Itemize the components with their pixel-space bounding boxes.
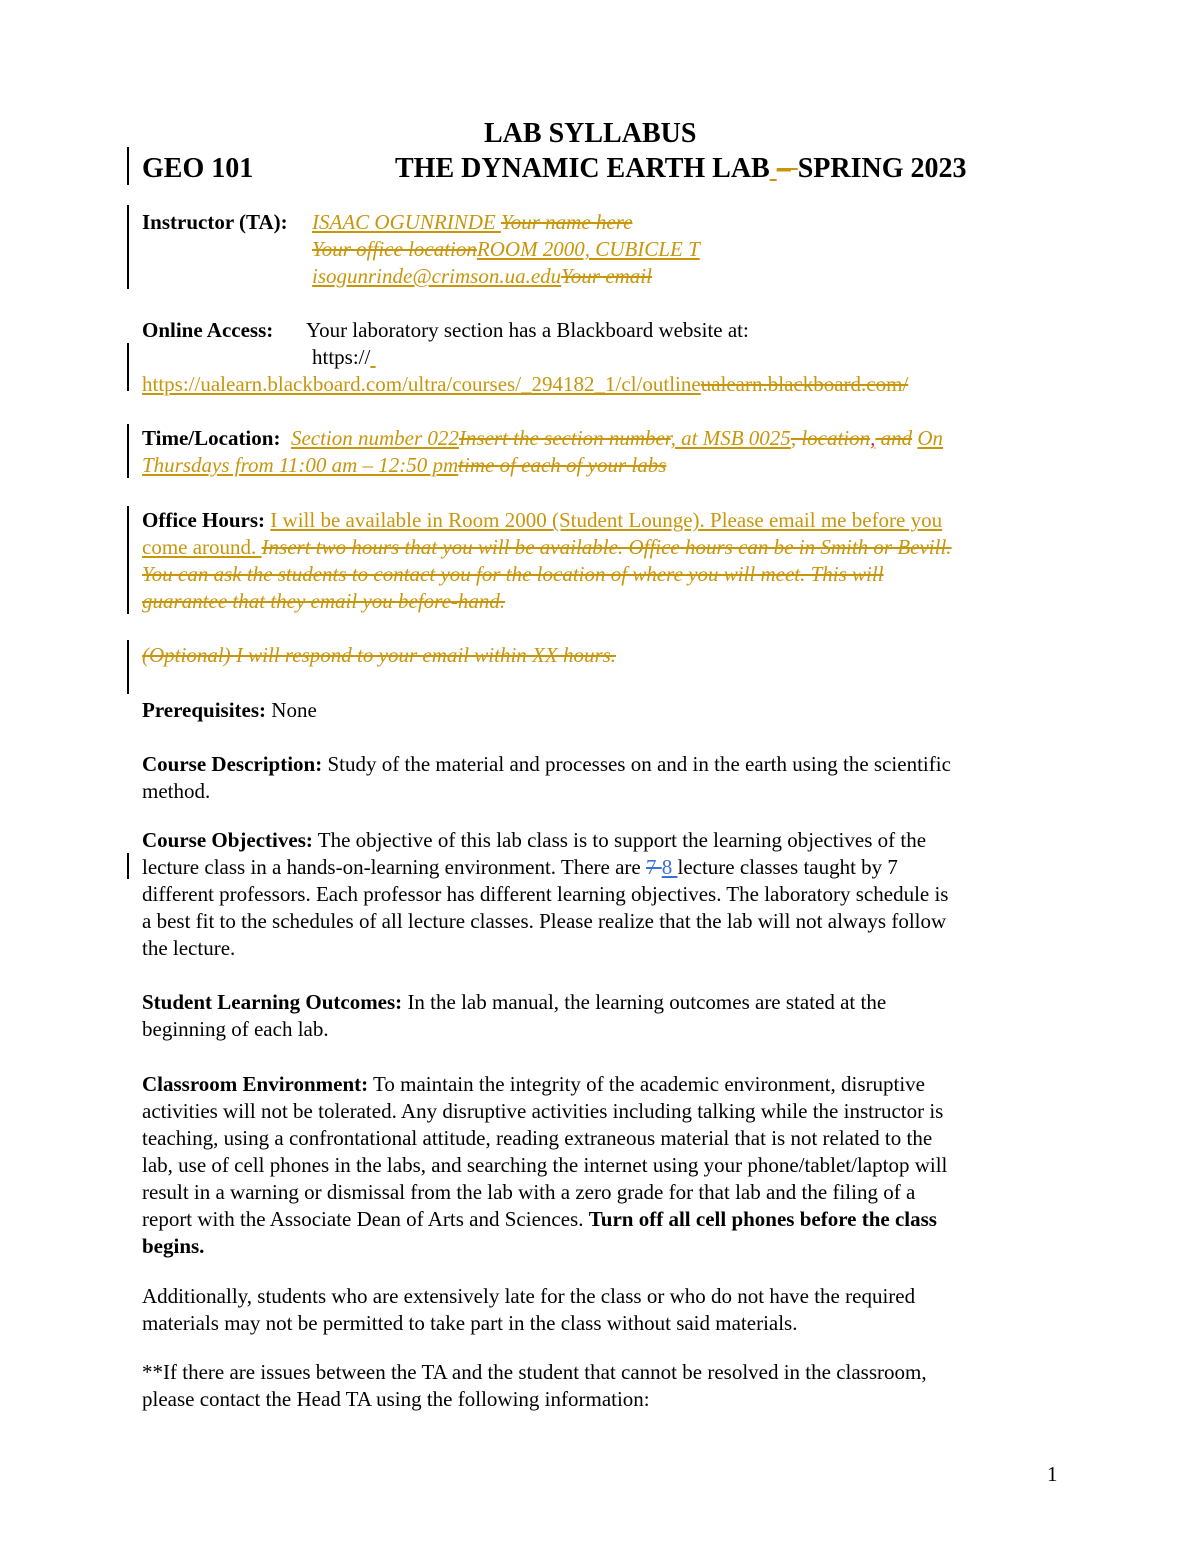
course-name-insert (770, 153, 777, 184)
course-name: THE DYNAMIC EARTH LAB (395, 153, 770, 184)
office-hours-line-3 (142, 561, 884, 587)
count-delete: 7 (646, 855, 662, 879)
additionally-line-1: Additionally, students who are extensively late for the class or who do not have the required (142, 1284, 916, 1308)
change-bar (127, 506, 129, 614)
cell-phone-warning: Turn off all cell phones before the class (588, 1207, 937, 1231)
when-insert-2: Thursdays from 11:00 am – 12:50 pm (142, 453, 459, 477)
objectives-line-5: the lecture. (142, 936, 236, 960)
office-hours-delete-3: You can ask the students to contact you for the location of where you will meet. This will (142, 562, 884, 586)
optional-line (142, 642, 616, 668)
prerequisites-value: None (271, 698, 317, 722)
section-delete: Insert the section number (458, 426, 671, 450)
environment-line-3: teaching, using a confrontational attitude, reading extraneous material that is not related to the (142, 1126, 933, 1150)
section-insert: Section number 022 (290, 426, 459, 450)
office-hours-line-1 (142, 507, 942, 533)
instructor-name-delete: Your name here (500, 210, 633, 234)
objectives-line-1 (142, 827, 926, 853)
instructor-name-insert: ISAAC OGUNRINDE (312, 210, 501, 234)
course-term: SPRING 2023 (797, 153, 967, 184)
blackboard-link[interactable]: https://ualearn.blackboard.com/ultra/courses/_294182_1/cl/outline (142, 372, 701, 396)
instructor-line (142, 209, 288, 235)
objectives-line-4: a best fit to the schedules of all lecture classes. Please realize that the lab will not always follow (142, 909, 947, 933)
page-number: 1 (1047, 1462, 1058, 1486)
count-insert: 8 (661, 855, 678, 879)
change-bar (127, 147, 129, 185)
time-label: Time/Location: (142, 426, 281, 450)
environment-line-1 (142, 1071, 925, 1097)
blackboard-link-delete: ualearn.blackboard.com/ (700, 372, 909, 396)
outcomes-line-2: beginning of each lab. (142, 1017, 329, 1041)
outcomes-text-1: In the lab manual, the learning outcomes are stated at the (407, 990, 887, 1014)
instructor-label: Instructor (TA): (142, 210, 288, 234)
course-name-line (395, 152, 967, 186)
objectives-line-2 (142, 854, 898, 880)
description-label: Course Description: (142, 752, 323, 776)
prerequisites-line (142, 697, 317, 723)
online-label-line (142, 317, 273, 343)
environment-line-6 (142, 1206, 937, 1232)
url-prefix: https:// (312, 345, 371, 369)
description-line-1 (142, 751, 951, 777)
outcomes-line-1 (142, 989, 886, 1015)
comma-insert: , (870, 426, 876, 450)
url-prefix-insert (370, 345, 375, 369)
environment-text-1: To maintain the integrity of the academic environment, disruptive (373, 1072, 925, 1096)
time-line-1 (142, 425, 943, 451)
document-title: LAB SYLLABUS (484, 118, 697, 149)
environment-line-4: lab, use of cell phones in the labs, and searching the internet using your phone/tablet/laptop will (142, 1153, 948, 1177)
office-hours-label: Office Hours: (142, 508, 266, 532)
description-line-2: method. (142, 779, 211, 803)
instructor-office (312, 236, 700, 262)
outcomes-label: Student Learning Outcomes: (142, 990, 403, 1014)
change-bar (127, 343, 129, 391)
instructor-name (312, 209, 632, 235)
office-delete: Your office location (312, 237, 477, 261)
course-name-delete: – (776, 153, 798, 184)
objectives-text-1: The objective of this lab class is to support the learning objectives of the (317, 828, 927, 852)
instructor-email (312, 263, 652, 289)
online-text: Your laboratory section has a Blackboard website at: (306, 318, 749, 342)
environment-line-2: activities will not be tolerated. Any disruptive activities including talking while the instructor is (142, 1099, 944, 1123)
email-delete: Your email (561, 264, 652, 288)
online-link-line (142, 371, 908, 397)
and-delete: and (875, 426, 913, 450)
office-hours-line-2 (142, 534, 952, 560)
office-insert: ROOM 2000, CUBICLE T (476, 237, 700, 261)
location-insert: , at MSB 0025 (670, 426, 791, 450)
issues-line-1: **If there are issues between the TA and the student that cannot be resolved in the classroom, (142, 1360, 927, 1384)
change-bar (127, 640, 129, 694)
change-bar (127, 205, 129, 289)
objectives-label: Course Objectives: (142, 828, 313, 852)
objectives-text-2a: lecture class in a hands-on-learning environment. There are (142, 855, 646, 879)
email-insert[interactable]: isogunrinde@crimson.ua.edu (312, 264, 562, 288)
additionally-line-2: materials may not be permitted to take part in the class without said materials. (142, 1311, 798, 1335)
change-bar (127, 424, 129, 478)
objectives-line-3: different professors. Each professor has different learning objectives. The laboratory schedule is (142, 882, 949, 906)
issues-line-2: please contact the Head TA using the following information: (142, 1387, 650, 1411)
environment-line-5: result in a warning or dismissal from the lab with a zero grade for that lab and the filing of a (142, 1180, 916, 1204)
objectives-text-2b: lecture classes taught by 7 (677, 855, 898, 879)
office-hours-insert-1: I will be available in Room 2000 (Student Lounge). Please email me before you (270, 508, 943, 532)
prerequisites-label: Prerequisites: (142, 698, 267, 722)
office-hours-insert-2: come around. (142, 535, 262, 559)
change-bar (127, 853, 129, 879)
office-hours-delete-2: Insert two hours that you will be available. Office hours can be in Smith or Bevill. (261, 535, 952, 559)
course-code: GEO 101 (142, 153, 254, 184)
location-delete: , location (790, 426, 871, 450)
description-text-1: Study of the material and processes on and in the earth using the scientific (327, 752, 951, 776)
online-label: Online Access: (142, 318, 274, 342)
when-delete: time of each of your labs (458, 453, 667, 477)
when-insert-1: On (917, 426, 944, 450)
environment-label: Classroom Environment: (142, 1072, 369, 1096)
environment-text-6: report with the Associate Dean of Arts and Sciences. (142, 1207, 589, 1231)
online-prefix (312, 344, 376, 370)
environment-line-7: begins. (142, 1234, 205, 1258)
time-line-2 (142, 452, 666, 478)
office-hours-delete-4: guarantee that they email you before-hand. (142, 589, 506, 613)
optional-delete: (Optional) I will respond to your email within XX hours. (142, 643, 617, 667)
office-hours-line-4 (142, 588, 505, 614)
